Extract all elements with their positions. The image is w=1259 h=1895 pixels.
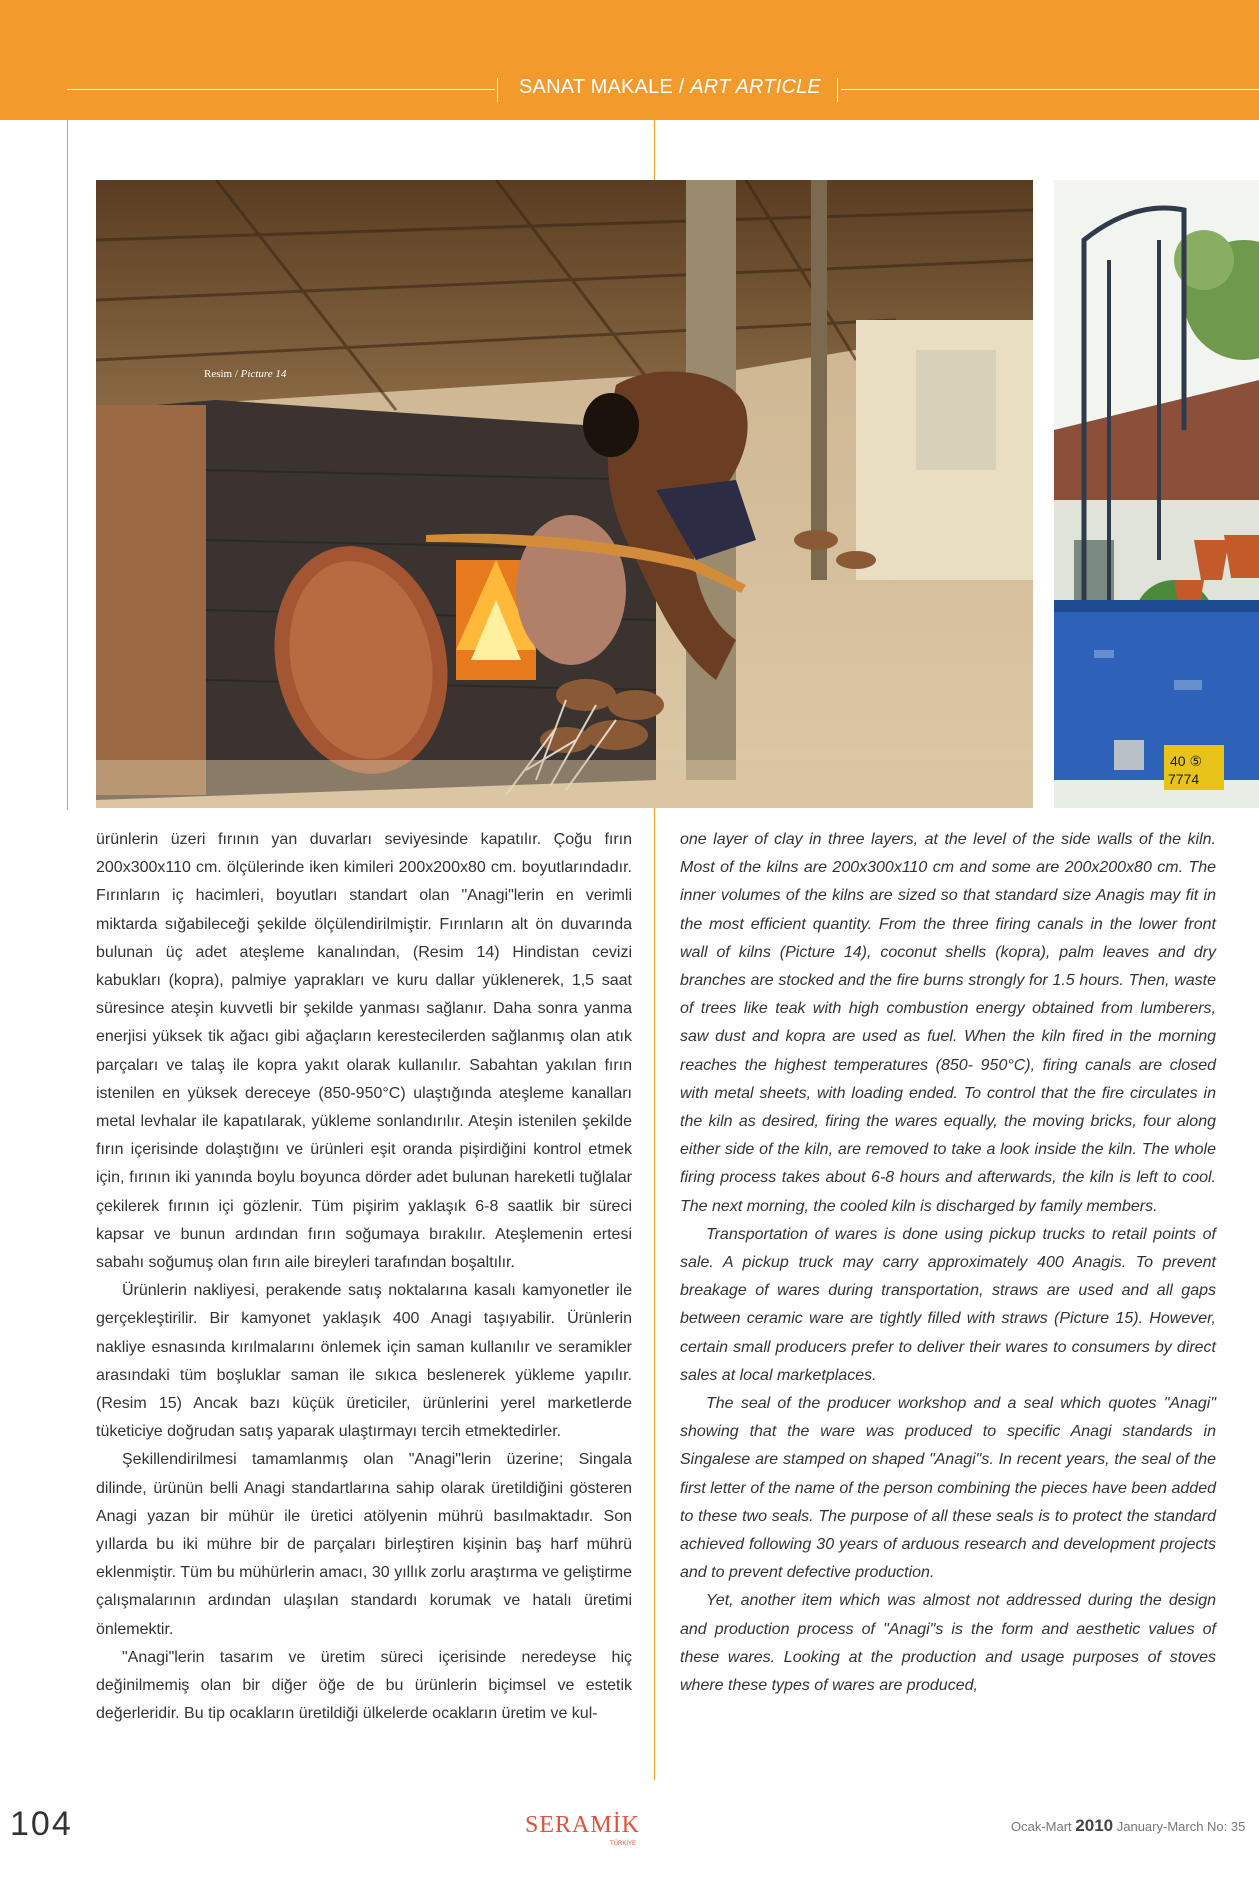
issue-year: 2010 bbox=[1075, 1816, 1114, 1835]
paragraph-en-2: Transportation of wares is done using pickup trucks to retail points of sale. A pickup truck may carry approximately 400 Anagis. To prevent breakage of wares during transportation, straws are used and all gaps between ceramic ware are tightly filled with straws (Picture 15). However, certain small producers prefer to deliver their wares to consumers by direct sales at local marketplaces. bbox=[680, 1225, 1216, 1384]
photo-caption-tr: Resim / bbox=[204, 368, 241, 380]
issue-info bbox=[1011, 1816, 1245, 1836]
photo-pickup-truck bbox=[1054, 180, 1259, 808]
header-tick-left bbox=[497, 78, 498, 102]
photo-kiln-firing-illustration bbox=[96, 180, 1033, 808]
truck-plate-line1: 40 ⑤ bbox=[1170, 753, 1203, 769]
issue-suffix: January-March No: 35 bbox=[1113, 1819, 1246, 1834]
section-title-tr: SANAT MAKALE / bbox=[519, 76, 691, 98]
section-title-en: ART ARTICLE bbox=[690, 76, 821, 98]
section-title bbox=[505, 76, 835, 99]
truck-plate-line2: 7774 bbox=[1168, 771, 1200, 787]
paragraph-tr-4: "Anagi"lerin tasarım ve üretim süreci içerisinde neredeyse hiç değinilmemiş olan bir diğer öğe de bu ürünlerin biçimsel ve estetik değerleridir. Bu tip ocakların üretildiği ülkelerde ocakların üretim ve kul- bbox=[96, 1648, 632, 1723]
page-number: 104 bbox=[10, 1805, 73, 1843]
photo-kiln-firing bbox=[96, 180, 1033, 808]
paragraph-tr-1: ürünlerin üzeri fırının yan duvarları seviyesinde kapatılır. Çoğu fırın 200x300x110 cm. ölçülerinde iken kimileri 200x200x80 cm. boyutlarındadır. Fırınların iç hacimleri, boyutları standart olan "Anagi"lerin en verimli miktarda sığabileceği şekilde ölçülendirilmiştir. Fırınların alt ön duvarında bulunan üç adet ateşleme kanalından, (Resim 14) Hindistan cevizi kabukları (kopra), palmiye yaprakları ve kuru dallar yüklenerek, 1,5 saat süresince ateşin kuvvetli bir şekilde yanması sağlanır. Daha sonra yanma enerjisi yüksek tik ağacı gibi ağaçların kerestecilerden sağlanmış olan atık parçaları ve talaş ile kopra yakıt olarak kullanılır. Sabahtan yakılan fırın istenilen en yüksek dereceye (850-950°C) ulaştığında ateşleme kanalları metal levhalar ile kapatılarak, yükleme sonlandırılır. Ateşin istenilen şekilde fırın içerisinde dolaştığını ve ürünleri eşit oranda pişirdiğini kontrol etmek için, fırının iki yanında boylu boyunca dörder adet bulunan hareketli tuğlalar çekilerek fırının içi gözlenir. Tüm pişirim yaklaşık 6-8 saatlik bir süreci kapsar ve bunun ardından fırın soğumaya bırakılır. Ateşlemenin ertesi sabahı soğumuş olan fırın aile bireyleri tarafından boşaltılır. bbox=[96, 831, 632, 1272]
header-rule-left bbox=[67, 89, 495, 90]
article-column-turkish bbox=[96, 826, 632, 1729]
photo-caption-en: Picture 14 bbox=[240, 368, 287, 380]
magazine-logo-sub: TÜRKİYE bbox=[610, 1841, 637, 1847]
issue-prefix: Ocak-Mart bbox=[1011, 1819, 1076, 1834]
header-rule-right bbox=[841, 89, 1259, 90]
paragraph-en-1: one layer of clay in three layers, at the level of the side walls of the kiln. Most of the kilns are 200x300x110 cm and some are 200x200x80 cm. The inner volumes of the kilns are sized so that standard size Anagis may fit in the most efficient quantity. From the three firing canals in the lower front wall of kilns (Picture 14), coconut shells (kopra), palm leaves and dry branches are stocked and the fire burns strongly for 1.5 hours. Then, waste of trees like teak with high combustion energy obtained from lumberers, saw dust and kopra are used as fuel. When the kiln fired in the morning reaches the highest temperatures (850- 950°C), firing canals are closed with metal sheets, with loading ended. To control that the fire circulates in the kiln as desired, firing the wares equally, the moving bricks, four along either side of the kiln, are removed to take a look inside the kiln. The whole firing process takes about 6-8 hours and afterwards, the kiln is left to cool. The next morning, the cooled kiln is discharged by family members. bbox=[680, 831, 1216, 1215]
paragraph-en-4: Yet, another item which was almost not addressed during the design and production process of "Anagi"s is the form and aesthetic values of these wares. Looking at the production and usage purposes of stoves where these types of wares are produced, bbox=[680, 1592, 1216, 1695]
header-band bbox=[0, 0, 1259, 120]
photo-pickup-truck-illustration bbox=[1054, 180, 1259, 808]
paragraph-en-3: The seal of the producer workshop and a seal which quotes "Anagi" showing that the ware was produced to specific Anagi standards in Singalese are stamped on shaped "Anagi"s. In recent years, the seal of the first letter of the name of the person combining the pieces have been added to these two seals. The purpose of all these seals is to protect the standard achieved following 30 years of arduous research and development projects and to prevent defective production. bbox=[680, 1395, 1216, 1582]
paragraph-tr-3: Şekillendirilmesi tamamlanmış olan "Anagi"lerin üzerine; Singala dilinde, ürünün belli Anagi standartlarına sahip olarak üretildiğini gösteren Anagi yazan bir mühür ile üretici atölyenin mührü basılmaktadır. Son yıllarda bu iki mühre bir de parçaları birleştiren kişinin baş harf mührü eklenmiştir. Tüm bu mühürlerin amacı, 30 yıllık zorlu araştırma ve geliştirme çalışmalarının ardından ulaşılan standardı korumak ve hatalı üretimi önlemektir. bbox=[96, 1451, 632, 1638]
header-tick-right bbox=[837, 78, 838, 102]
article-column-english bbox=[680, 826, 1216, 1700]
photo-caption bbox=[204, 368, 286, 380]
paragraph-tr-2: Ürünlerin nakliyesi, perakende satış noktalarına kasalı kamyonetler ile gerçekleştirilir. Bir kamyonet yaklaşık 400 Anagi taşıyabilir. Ürünlerin nakliye esnasında kırılmalarını önlemek için saman kullanılır ve seramikler arasındaki tüm boşluklar saman ile sıkıca beslenerek yükleme yapılır. (Resim 15) Ancak bazı küçük üreticiler, ürünlerini yerel marketlerde tüketiciye doğrudan satış yaparak ulaştırmayı tercih etmektedirler. bbox=[96, 1282, 632, 1441]
column-guide-left bbox=[67, 120, 68, 810]
magazine-logo: SERAMİK bbox=[525, 1812, 641, 1838]
